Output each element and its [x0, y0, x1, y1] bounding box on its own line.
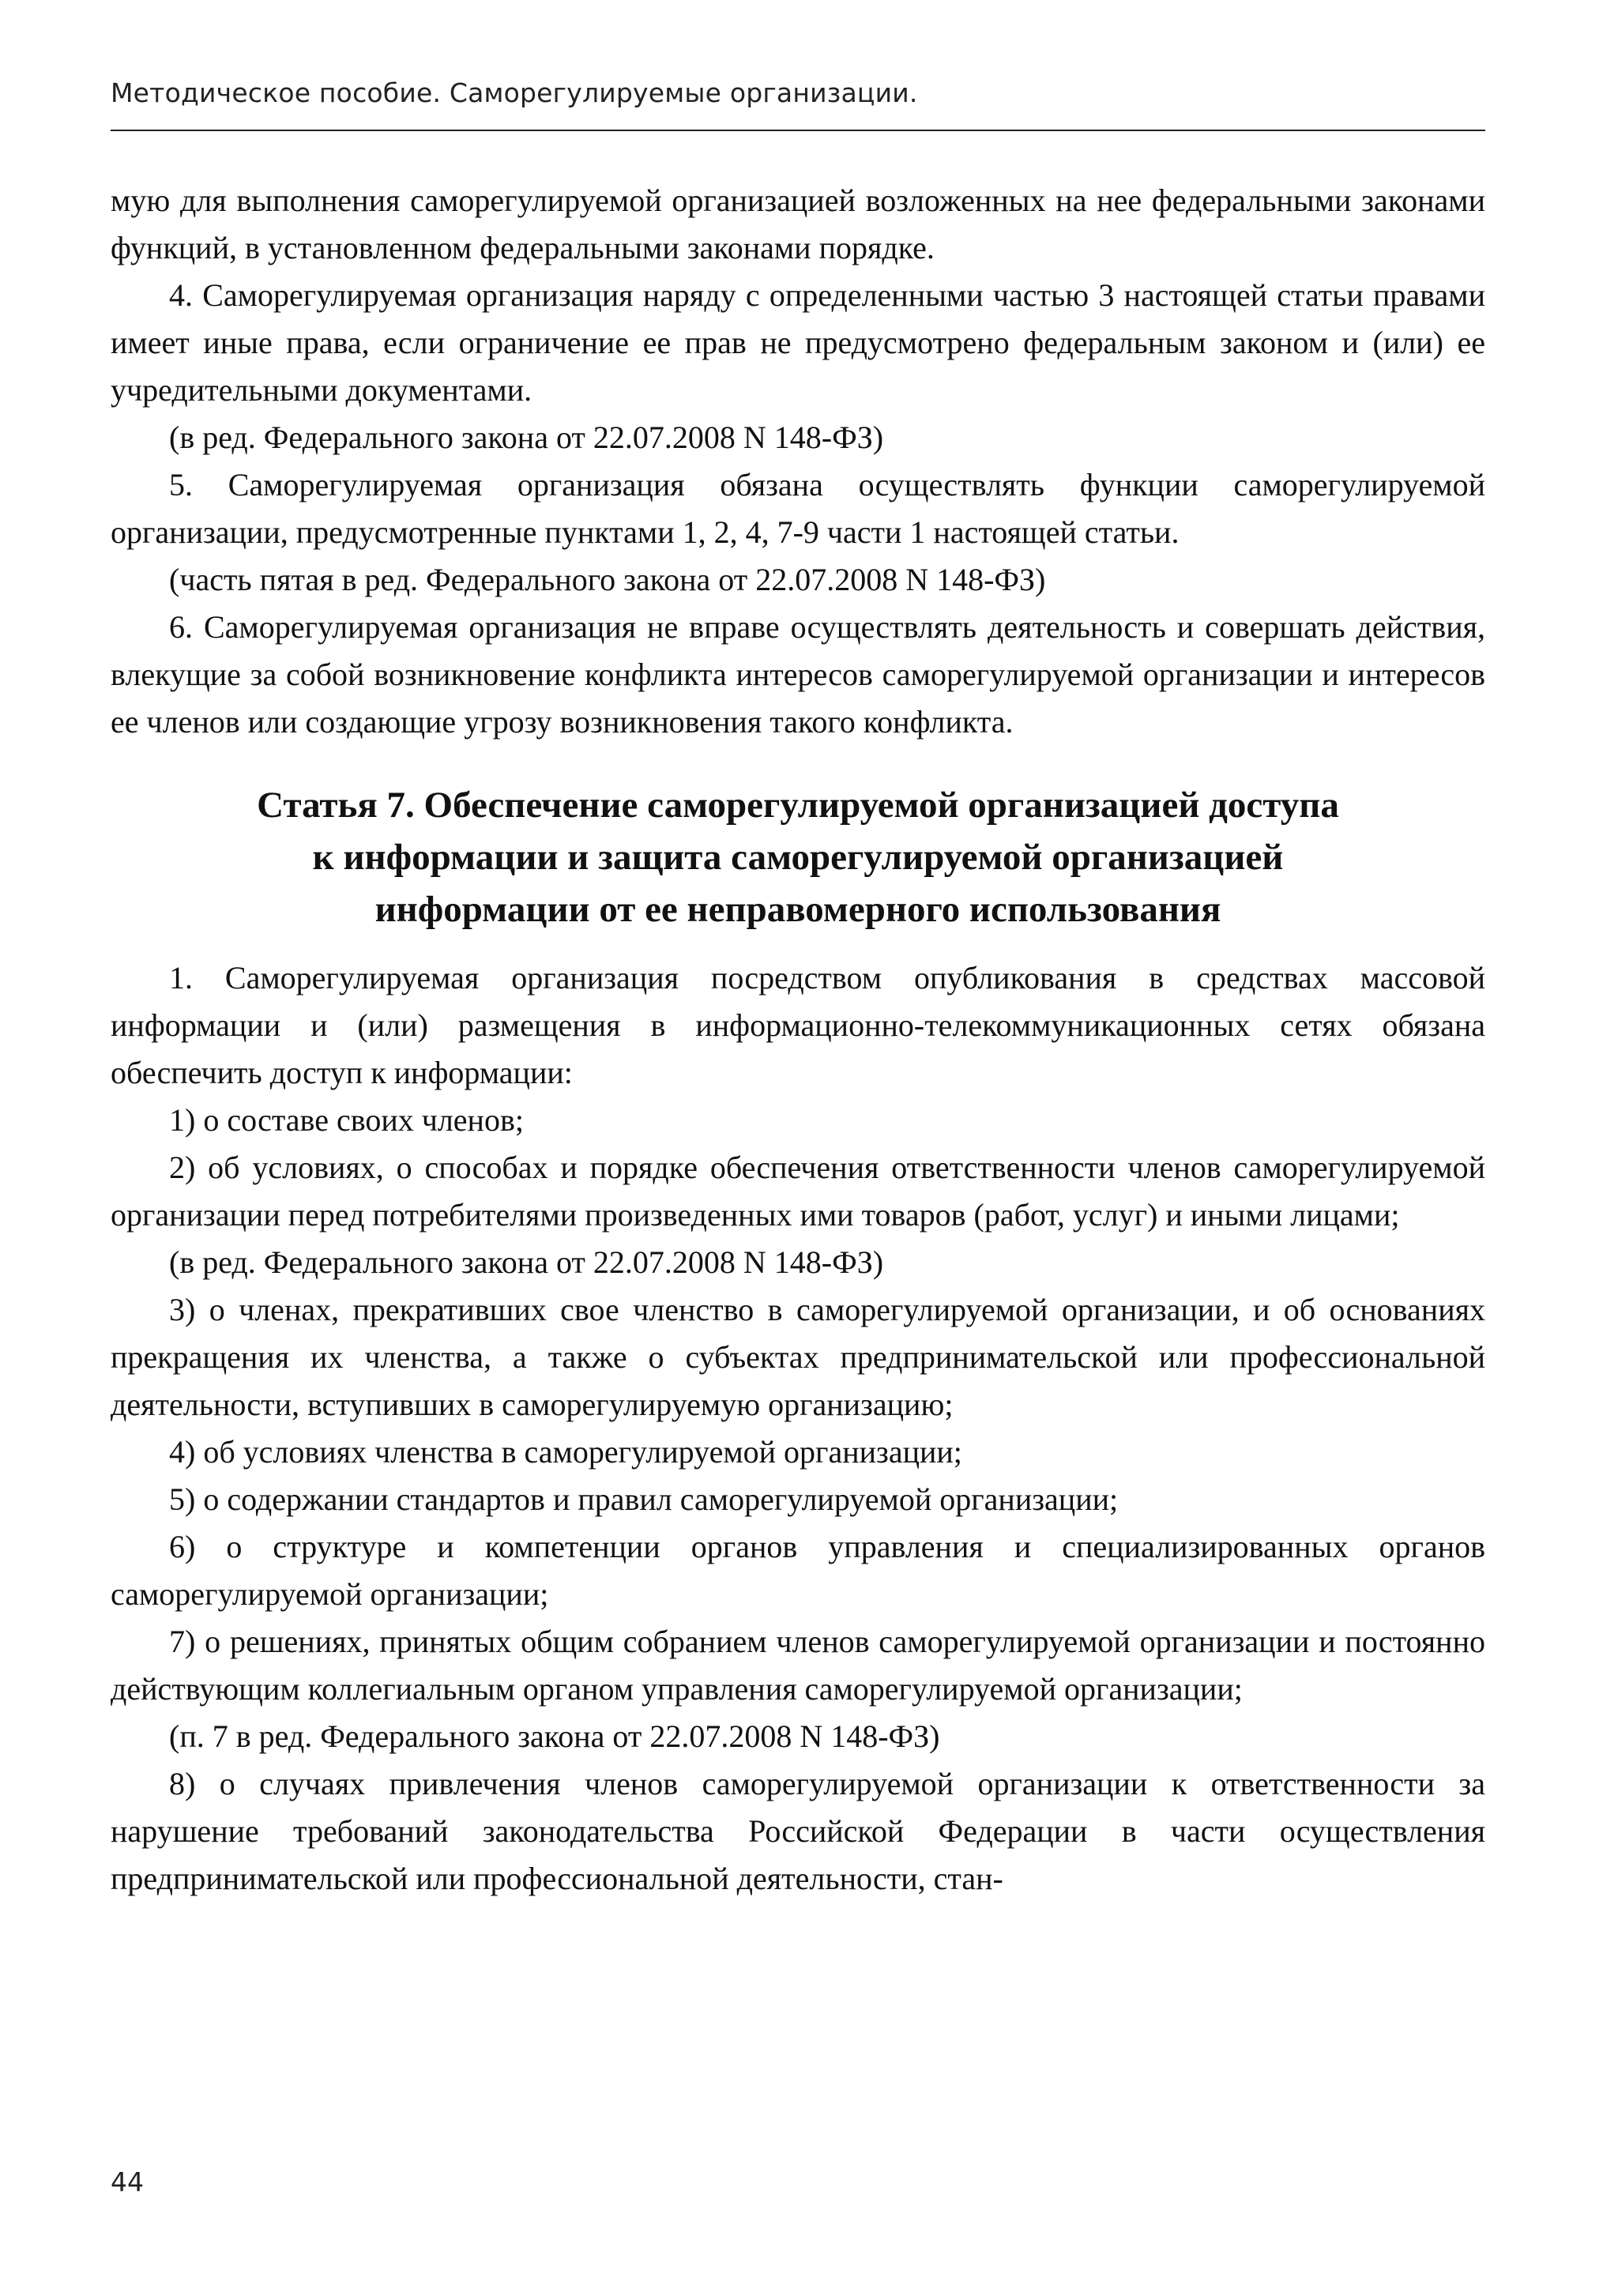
body-paragraph: 6. Саморегулируемая организация не вправе осуществлять деятельность и совершать действия, влекущие за собой возникновение конфликта интересов саморегулируемой организации и интересов ее членов или создающие угрозу возникновения такого конфликта.	[111, 609, 1485, 740]
body-paragraph: 1. Саморегулируемая организация посредством опубликования в средствах массовой информации и (или) размещения в информационно-телекоммуникационных сетях обязана обеспечить доступ к информации:	[111, 960, 1485, 1090]
list-item: 5) о содержании стандартов и правил саморегулируемой организации;	[169, 1481, 1119, 1517]
article-title-line: Статья 7. Обеспечение саморегулируемой организацией доступа	[257, 785, 1339, 826]
list-item: 2) об условиях, о способах и порядке обеспечения ответственности членов саморегулируемой организации перед потребителями произведенных ими товаров (работ, услуг) и иными лицами;	[111, 1150, 1485, 1233]
body-paragraph: 5. Саморегулируемая организация обязана осуществлять функции саморегулируемой организации, предусмотренные пунктами 1, 2, 4, 7-9 части 1 настоящей статьи.	[111, 467, 1485, 550]
running-head: Методическое пособие. Саморегулируемые организации.	[111, 77, 918, 108]
list-item: 7) о решениях, принятых общим собранием членов саморегулируемой организации и постоянно действующим коллегиальным органом управления саморегулируемой организации;	[111, 1624, 1485, 1707]
list-item: 3) о членах, прекративших свое членство в саморегулируемой организации, и об основаниях прекращения их членства, а также о субъектах предпринимательской или профессиональной деятельности, вступивших в саморегулируемую организацию;	[111, 1292, 1485, 1422]
amendment-note: (в ред. Федерального закона от 22.07.2008 N 148-ФЗ)	[169, 420, 884, 455]
list-item: 6) о структуре и компетенции органов управления и специализированных органов саморегулируемой организации;	[111, 1529, 1485, 1612]
list-item: 1) о составе своих членов;	[169, 1102, 524, 1138]
list-item: 4) об условиях членства в саморегулируемой организации;	[169, 1434, 962, 1470]
header-rule	[111, 130, 1485, 131]
page-body	[111, 177, 1485, 1903]
list-item: 8) о случаях привлечения членов саморегулируемой организации к ответственности за нарушение требований законодательства Российской Федерации в части осуществления предпринимательской или профессиональной деятельности, стан-	[111, 1766, 1485, 1896]
page-number: 44	[111, 2166, 144, 2197]
article-title	[111, 779, 1485, 935]
amendment-note: (п. 7 в ред. Федерального закона от 22.07.2008 N 148-ФЗ)	[169, 1718, 940, 1754]
body-paragraph: 4. Саморегулируемая организация наряду с определенными частью 3 настоящей статьи правами имеет иные права, если ограничение ее прав не предусмотрено федеральным законом и (или) ее учредительными документами.	[111, 277, 1485, 408]
amendment-note: (часть пятая в ред. Федерального закона от 22.07.2008 N 148-ФЗ)	[169, 562, 1046, 597]
amendment-note: (в ред. Федерального закона от 22.07.2008 N 148-ФЗ)	[169, 1244, 884, 1280]
article-title-line: к информации и защита саморегулируемой организацией	[312, 837, 1284, 878]
body-paragraph: мую для выполнения саморегулируемой организацией возложенных на нее федеральными законами функций, в установленном федеральными законами порядке.	[111, 183, 1485, 265]
article-title-line: информации от ее неправомерного использования	[374, 889, 1221, 930]
